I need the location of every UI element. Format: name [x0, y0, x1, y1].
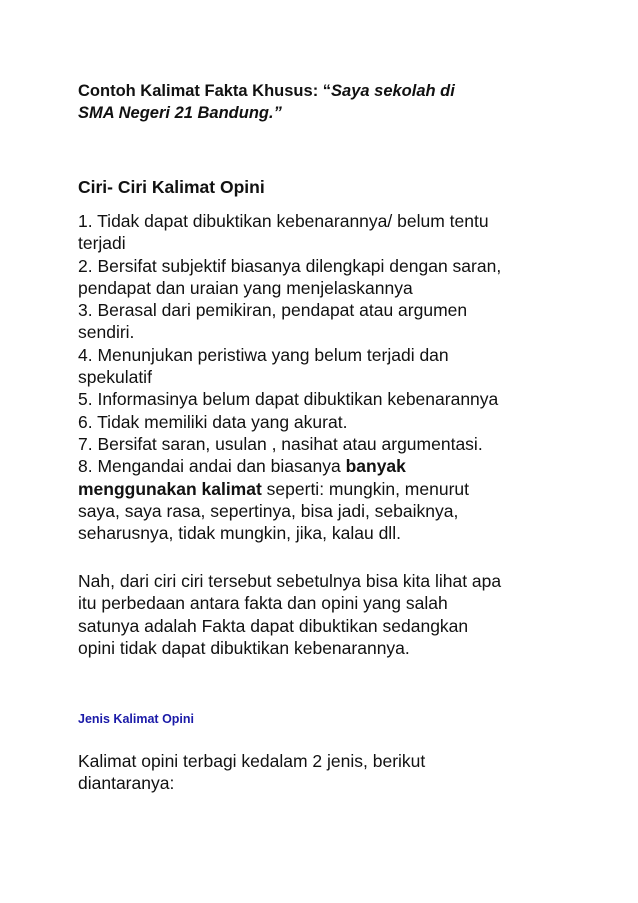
list-line: spekulatif — [78, 367, 152, 388]
item8-rest: seperti: mungkin, menurut — [261, 478, 469, 499]
list-line: 3. Berasal dari pemikiran, pendapat atau argumen — [78, 300, 468, 321]
list-line: pendapat dan uraian yang menjelaskannya — [78, 277, 413, 298]
opinion-types-heading-text: Jenis Kalimat Opini — [78, 712, 195, 726]
list-line: terjadi — [78, 233, 126, 254]
list-line-item8-4: seharusnya, tidak mungkin, jika, kalau dll. — [78, 523, 401, 544]
opinion-types-intro — [78, 750, 425, 795]
fact-example-quote-part-1: Saya sekolah di — [331, 82, 455, 100]
opinion-types-heading — [78, 711, 194, 727]
item8-prefix: 8. Mengandai andai dan biasanya — [78, 456, 346, 477]
list-line: 7. Bersifat saran, usulan , nasihat atau argumentasi. — [78, 433, 483, 454]
paragraph-line: opini tidak dapat dibuktikan kebenarannya. — [78, 637, 410, 658]
fact-example-line-1 — [78, 80, 455, 102]
opinion-heading-text: Ciri- Ciri Kalimat Opini — [78, 177, 265, 197]
list-line: 2. Bersifat subjektif biasanya dilengkapi dengan saran, — [78, 255, 502, 276]
list-line: 6. Tidak memiliki data yang akurat. — [78, 411, 348, 432]
paragraph-line: Nah, dari ciri ciri tersebut sebetulnya bisa kita lihat apa — [78, 571, 502, 591]
opinion-characteristics-heading — [78, 176, 265, 198]
list-line-item8-1 — [78, 455, 501, 477]
fact-example-heading — [78, 80, 455, 124]
paragraph-line: itu perbedaan antara fakta dan opini yang salah — [78, 593, 448, 614]
list-line-item8-2 — [78, 478, 501, 500]
list-line: 5. Informasinya belum dapat dibuktikan kebenarannya — [78, 389, 499, 410]
list-line: 4. Menunjukan peristiwa yang belum terjadi dan — [78, 344, 449, 365]
list-line: sendiri. — [78, 322, 135, 343]
paragraph-line: satunya adalah Fakta dapat dibuktikan sedangkan — [78, 615, 469, 636]
list-line-item8-3: saya, saya rasa, sepertinya, bisa jadi, sebaiknya, — [78, 500, 459, 521]
summary-paragraph — [78, 570, 501, 659]
list-line: 1. Tidak dapat dibuktikan kebenarannya/ belum tentu — [78, 211, 489, 231]
paragraph-line: diantaranya: — [78, 773, 175, 794]
fact-example-quote-part-2: SMA Negeri 21 Bandung.” — [78, 104, 282, 122]
paragraph-line: Kalimat opini terbagi kedalam 2 jenis, berikut — [78, 751, 426, 771]
item8-bold-1: banyak — [345, 456, 406, 477]
fact-example-label: Contoh Kalimat Fakta Khusus: “ — [78, 82, 332, 100]
opinion-characteristics-list — [78, 210, 501, 544]
item8-bold-2: menggunakan kalimat — [78, 478, 262, 499]
